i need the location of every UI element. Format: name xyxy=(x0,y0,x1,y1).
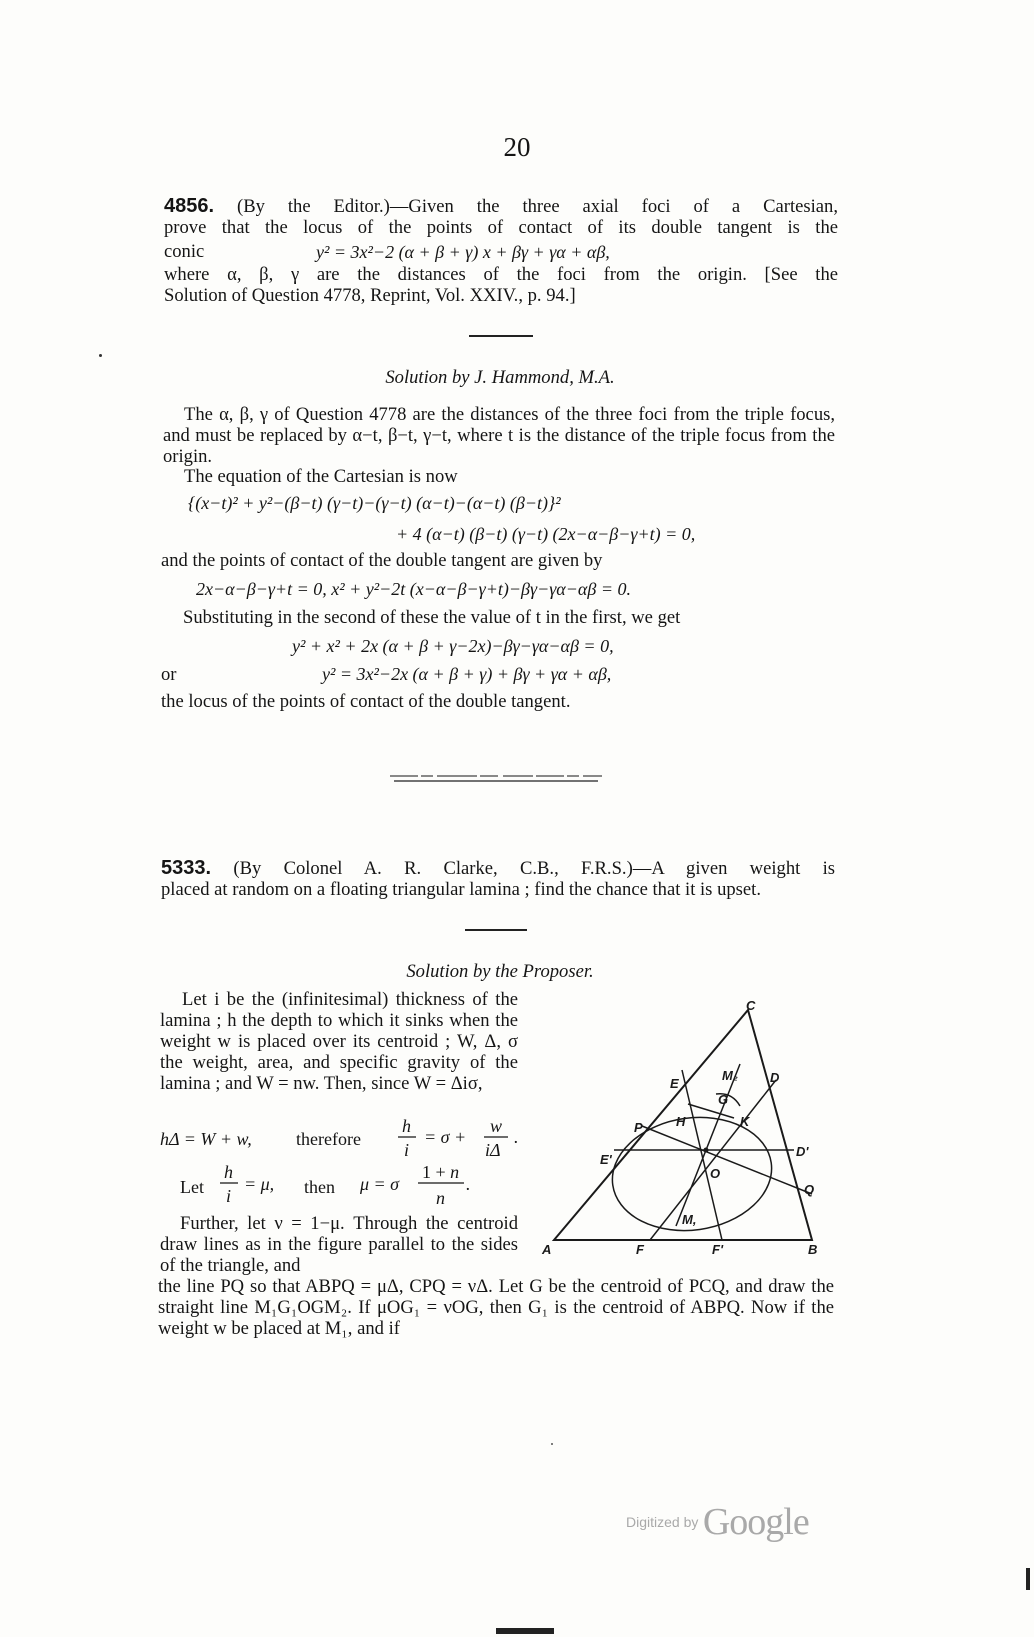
edge-mark xyxy=(1026,1568,1030,1590)
svg-text:.: . xyxy=(514,1127,519,1147)
label-o: O xyxy=(710,1166,721,1181)
equation-locus: y² = 3x²−2x (α + β + γ) + βγ + γα + αβ, xyxy=(322,664,612,684)
label-m1: M, xyxy=(682,1212,697,1227)
equation-cartesian-line2: + 4 (α−t) (β−t) (γ−t) (2x−α−β−γ+t) = 0, xyxy=(396,524,696,544)
svg-text:= μ,: = μ, xyxy=(244,1174,275,1194)
solution-5333-paragraph-2: Further, let ν = 1−μ. Through the centroid draw lines as in the figure parallel to the sides of the triangle, and xyxy=(160,1213,518,1276)
fraction-sigma xyxy=(356,1160,486,1214)
fraction-mu xyxy=(218,1160,298,1214)
short-rule xyxy=(469,335,533,337)
question-4856-line3 xyxy=(164,238,838,264)
svg-text:i: i xyxy=(226,1186,232,1206)
bottom-mark xyxy=(496,1628,554,1634)
then-word: then xyxy=(304,1177,335,1197)
svg-text:μ = σ: μ = σ xyxy=(360,1174,400,1194)
line-pq xyxy=(642,1126,812,1194)
or-word: or xyxy=(161,664,177,685)
solution-4856-paragraph-2: The equation of the Cartesian is now xyxy=(184,466,458,487)
question-5333-text: (By Colonel A. R. Clarke, C.B., F.R.S.)—A given weight is xyxy=(233,858,835,879)
label-f: F xyxy=(636,1242,644,1257)
svg-text:n: n xyxy=(436,1188,445,1208)
label-e: E xyxy=(670,1076,679,1091)
solution-5333-paragraph-3: the line PQ so that ABPQ = μΔ, CPQ = νΔ. Let G be the centroid of PCQ, and draw the straight line M₁G₁OGM₂. If μOG₁ = νOG, then G₁ is the centroid of ABPQ. Now if the weight w be placed at M₁, and if xyxy=(158,1276,834,1339)
label-p: P xyxy=(634,1120,643,1135)
question-number: 4856. xyxy=(164,195,215,217)
svg-text:1 + n: 1 + n xyxy=(422,1162,460,1182)
label-c: C xyxy=(746,998,756,1013)
therefore-word: therefore xyxy=(296,1129,361,1149)
solution-4856-paragraph-5: the locus of the points of contact of the double tangent. xyxy=(161,691,571,712)
section-separator xyxy=(388,772,604,786)
equation-h-delta: hΔ = W + w, xyxy=(160,1129,252,1149)
label-b: B xyxy=(808,1242,818,1257)
question-4856-text: (By the Editor.)—Given the three axial foci of a Cartesian, xyxy=(237,196,838,217)
svg-text:i: i xyxy=(404,1140,410,1160)
conic-equation: y² = 3x²−2 (α + β + γ) x + βγ + γα + αβ, xyxy=(316,242,610,262)
digitized-by-text: Digitized by xyxy=(626,1514,699,1530)
svg-text:h: h xyxy=(224,1162,233,1182)
label-a: A xyxy=(542,1242,552,1257)
solution-heading: Solution by J. Hammond, M.A. xyxy=(385,367,615,388)
solution-heading: Solution by the Proposer. xyxy=(406,961,594,982)
question-4856-line1 xyxy=(164,196,838,217)
solution-4856-paragraph-1: The α, β, γ of Question 4778 are the distances of the three foci from the triple focus, and must be replaced by α−t, β−t, γ−t, where t is the distance of the triple focus from the origin. xyxy=(163,404,835,467)
solution-4856-paragraph-3: and the points of contact of the double tangent are given by xyxy=(161,550,603,571)
label-d1: D' xyxy=(796,1144,809,1159)
svg-text:.: . xyxy=(466,1174,471,1194)
equation-substituted: y² + x² + 2x (α + β + γ−2x)−βγ−γα−αβ = 0, xyxy=(292,636,614,656)
question-number: 5333. xyxy=(161,857,212,879)
label-m2: M₂ xyxy=(722,1068,738,1083)
conic-word: conic xyxy=(164,241,205,262)
triangle-figure xyxy=(536,996,836,1260)
solution-4856-paragraph-4: Substituting in the second of these the value of t in the first, we get xyxy=(183,607,681,628)
solution-5333-paragraph-1: Let i be the (infinitesimal) thickness of the lamina ; h the depth to which it sinks when the weight w is placed over its centroid ; W, Δ, σ the weight, area, and specific gravity of the lamina ; and W = nw. Then, since W = Δiσ, xyxy=(160,989,518,1094)
point-o xyxy=(704,1148,709,1153)
question-4856-line5: Solution of Question 4778, Reprint, Vol. XXIV., p. 94.] xyxy=(164,285,576,306)
label-d: D xyxy=(770,1070,780,1085)
question-5333 xyxy=(161,858,835,900)
label-k: K xyxy=(740,1114,750,1129)
digitized-watermark xyxy=(626,1500,809,1544)
speck xyxy=(551,1443,553,1445)
short-rule xyxy=(465,929,527,931)
equation-row-mu xyxy=(180,1160,500,1214)
label-q: Q xyxy=(804,1182,815,1197)
question-5333-rest: placed at random on a floating triangular lamina ; find the chance that it is upset. xyxy=(161,879,761,900)
speck xyxy=(99,354,102,357)
question-5333-line1 xyxy=(161,858,835,879)
svg-text:iΔ: iΔ xyxy=(485,1140,501,1160)
equation-cartesian-line1: {(x−t)² + y²−(β−t) (γ−t)−(γ−t) (α−t)−(α−t) (β−t)}² xyxy=(188,493,561,513)
svg-text:= σ +: = σ + xyxy=(424,1127,467,1147)
label-e1: E' xyxy=(600,1152,612,1167)
label-g: G xyxy=(718,1092,729,1107)
svg-text:h: h xyxy=(402,1116,411,1136)
question-4856-line2: prove that the locus of the points of contact of its double tangent is the xyxy=(164,217,838,238)
question-4856 xyxy=(164,196,838,306)
svg-text:w: w xyxy=(490,1116,503,1136)
label-f1: F' xyxy=(712,1242,724,1257)
google-logo: Google xyxy=(702,1501,809,1543)
label-h: H xyxy=(676,1114,686,1129)
let-word: Let xyxy=(180,1177,204,1197)
page-number: 20 xyxy=(503,132,531,162)
question-4856-line4: where α, β, γ are the distances of the foci from the origin. [See the xyxy=(164,264,838,285)
equation-contact-points: 2x−α−β−γ+t = 0, x² + y²−2t (x−α−β−γ+t)−βγ−γα−αβ = 0. xyxy=(196,579,631,599)
